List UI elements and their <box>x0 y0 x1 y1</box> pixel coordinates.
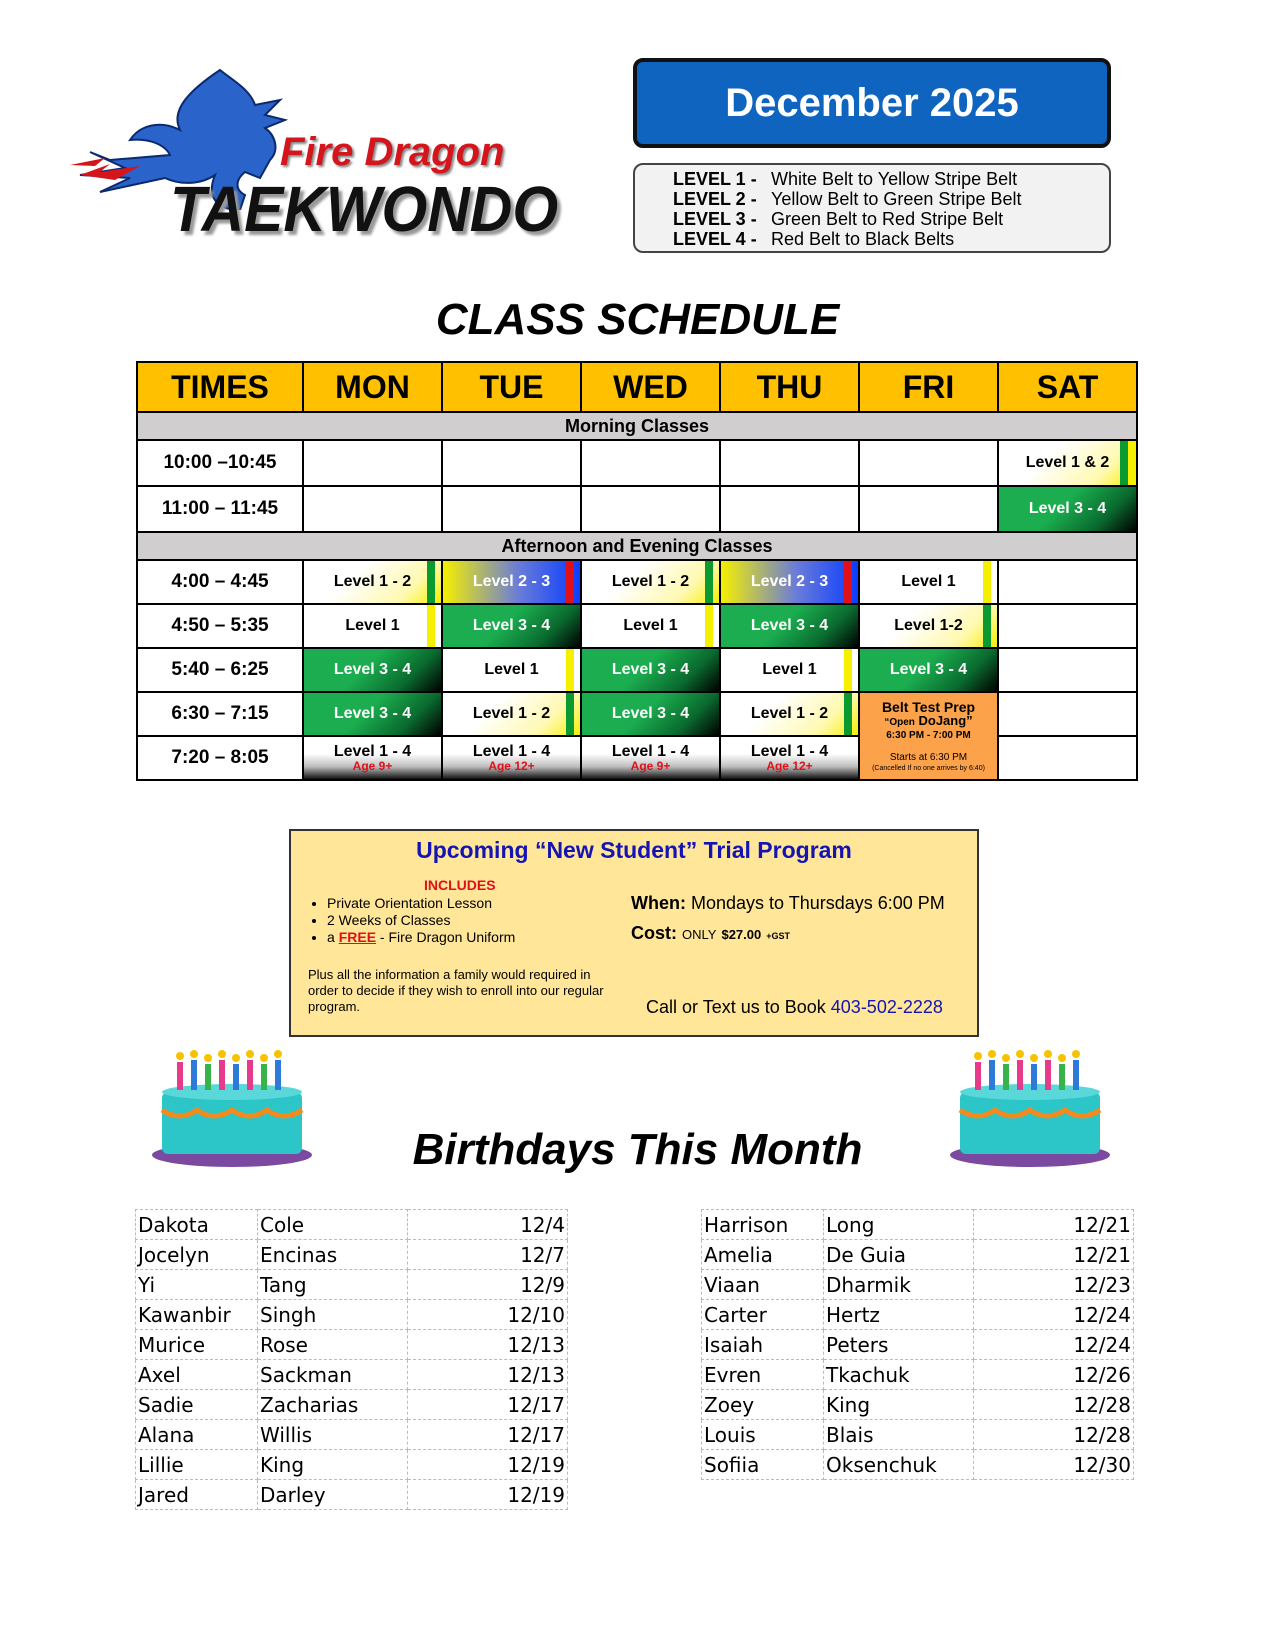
birthday-last: Singh <box>258 1300 408 1330</box>
birthday-date: 12/19 <box>408 1450 568 1480</box>
birthday-first: Axel <box>136 1360 258 1390</box>
class-cell: Level 1-2 <box>859 604 998 648</box>
birthday-date: 12/24 <box>974 1300 1134 1330</box>
birthday-row <box>136 1420 568 1450</box>
belt-test-prep-cell: Belt Test Prep “Open DoJang” 6:30 PM - 7:00 PM Starts at 6:30 PM (Cancelled If no one arrives by 6:40) <box>859 692 998 780</box>
header-mon: MON <box>303 362 442 412</box>
birthday-row <box>702 1300 1134 1330</box>
header-sat: SAT <box>998 362 1137 412</box>
schedule-row <box>137 440 1137 486</box>
birthday-last: Darley <box>258 1480 408 1510</box>
birthday-first: Yi <box>136 1270 258 1300</box>
birthday-last: Cole <box>258 1210 408 1240</box>
class-cell: Level 3 - 4 <box>303 648 442 692</box>
includes-label: INCLUDES <box>424 877 496 893</box>
birthday-first: Murice <box>136 1330 258 1360</box>
schedule-row <box>137 692 1137 736</box>
birthday-date: 12/17 <box>408 1390 568 1420</box>
header-thu: THU <box>720 362 859 412</box>
birthday-row <box>702 1420 1134 1450</box>
logo <box>70 60 559 245</box>
time-cell: 11:00 – 11:45 <box>137 486 303 532</box>
list-item: • a FREE - Fire Dragon Uniform <box>327 929 515 946</box>
header-times: TIMES <box>137 362 303 412</box>
birthday-first: Kawanbir <box>136 1300 258 1330</box>
level-legend <box>633 163 1111 253</box>
birthday-date: 12/24 <box>974 1330 1134 1360</box>
birthday-first: Lillie <box>136 1450 258 1480</box>
class-cell: Level 1 <box>859 560 998 604</box>
birthday-last: Dharmik <box>824 1270 974 1300</box>
class-cell: Level 3 - 4 <box>581 648 720 692</box>
birthday-row <box>136 1300 568 1330</box>
level-row: LEVEL 4 - Red Belt to Black Belts <box>673 229 955 249</box>
birthday-last: Tang <box>258 1270 408 1300</box>
birthday-row <box>702 1330 1134 1360</box>
class-cell: Level 1 <box>442 648 581 692</box>
birthday-first: Jocelyn <box>136 1240 258 1270</box>
birthday-last: Hertz <box>824 1300 974 1330</box>
class-cell: Level 3 - 4 <box>998 486 1137 532</box>
birthday-first: Harrison <box>702 1210 824 1240</box>
birthday-row <box>702 1270 1134 1300</box>
class-cell: Level 3 - 4 <box>720 604 859 648</box>
birthday-last: Peters <box>824 1330 974 1360</box>
birthday-row <box>702 1360 1134 1390</box>
birthday-row <box>136 1480 568 1510</box>
birthday-row <box>136 1330 568 1360</box>
morning-classes-label: Morning Classes <box>137 412 1137 440</box>
birthday-row <box>136 1390 568 1420</box>
class-cell: Level 3 - 4 <box>303 692 442 736</box>
birthday-last: Oksenchuk <box>824 1450 974 1480</box>
birthday-date: 12/9 <box>408 1270 568 1300</box>
birthday-row <box>136 1240 568 1270</box>
class-cell: Level 1 <box>581 604 720 648</box>
trial-cost: Cost: ONLY $27.00 +GST <box>631 923 791 943</box>
schedule-row <box>137 604 1137 648</box>
schedule-title: CLASS SCHEDULE <box>435 295 840 344</box>
birthdays-title: Birthdays This Month <box>412 1125 863 1174</box>
birthday-date: 12/13 <box>408 1360 568 1390</box>
birthday-first: Alana <box>136 1420 258 1450</box>
class-cell: Level 1 - 2 <box>581 560 720 604</box>
class-cell: Level 1 - 4 Age 9+ <box>303 736 442 780</box>
time-cell: 7:20 – 8:05 <box>137 736 303 780</box>
class-cell: Level 1 - 2 <box>720 692 859 736</box>
trial-call: Call or Text us to Book 403-502-2228 <box>646 997 943 1017</box>
time-cell: 6:30 – 7:15 <box>137 692 303 736</box>
class-cell: Level 3 - 4 <box>442 604 581 648</box>
birthday-date: 12/28 <box>974 1390 1134 1420</box>
level-row: LEVEL 1 - White Belt to Yellow Stripe Belt <box>673 169 1018 189</box>
trial-when: When: Mondays to Thursdays 6:00 PM <box>631 893 945 913</box>
header-wed: WED <box>581 362 720 412</box>
birthday-first: Amelia <box>702 1240 824 1270</box>
birthday-date: 12/23 <box>974 1270 1134 1300</box>
class-cell: Level 1 - 2 <box>442 692 581 736</box>
birthday-last: Zacharias <box>258 1390 408 1420</box>
birthday-first: Jared <box>136 1480 258 1510</box>
birthday-last: Encinas <box>258 1240 408 1270</box>
birthday-date: 12/26 <box>974 1360 1134 1390</box>
birthday-date: 12/19 <box>408 1480 568 1510</box>
birthday-date: 12/17 <box>408 1420 568 1450</box>
birthday-first: Isaiah <box>702 1330 824 1360</box>
trial-description: Plus all the information a family would required in order to decide if they wish to enroll into our regular program. <box>308 967 604 1014</box>
birthday-last: King <box>824 1390 974 1420</box>
class-cell: Level 1 - 4 Age 9+ <box>581 736 720 780</box>
logo-taekwondo: TAEKWONDO <box>170 173 559 245</box>
birthday-first: Viaan <box>702 1270 824 1300</box>
birthday-date: 12/13 <box>408 1330 568 1360</box>
birthday-row <box>702 1450 1134 1480</box>
schedule-row <box>137 560 1137 604</box>
birthday-row <box>136 1450 568 1480</box>
birthday-row <box>136 1210 568 1240</box>
birthday-date: 12/10 <box>408 1300 568 1330</box>
schedule-row <box>137 648 1137 692</box>
class-cell: Level 3 - 4 <box>581 692 720 736</box>
birthday-first: Sofiia <box>702 1450 824 1480</box>
list-item: • Private Orientation Lesson <box>327 895 515 912</box>
class-cell: Level 3 - 4 <box>859 648 998 692</box>
birthday-last: King <box>258 1450 408 1480</box>
birthday-row <box>702 1390 1134 1420</box>
birthday-first: Zoey <box>702 1390 824 1420</box>
class-cell: Level 2 - 3 <box>720 560 859 604</box>
trial-title: Upcoming “New Student” Trial Program <box>416 837 852 863</box>
header-fri: FRI <box>859 362 998 412</box>
birthday-last: Long <box>824 1210 974 1240</box>
time-cell: 4:50 – 5:35 <box>137 604 303 648</box>
birthday-table-left <box>135 1209 568 1510</box>
class-cell: Level 1 - 2 <box>303 560 442 604</box>
list-item: • 2 Weeks of Classes <box>327 912 515 929</box>
birthday-last: Tkachuk <box>824 1360 974 1390</box>
birthday-first: Sadie <box>136 1390 258 1420</box>
birthday-last: Willis <box>258 1420 408 1450</box>
level-row: LEVEL 2 - Yellow Belt to Green Stripe Belt <box>673 189 1022 209</box>
birthday-first: Louis <box>702 1420 824 1450</box>
birthday-date: 12/28 <box>974 1420 1134 1450</box>
birthday-row <box>702 1210 1134 1240</box>
birthday-date: 12/30 <box>974 1450 1134 1480</box>
birthday-last: Rose <box>258 1330 408 1360</box>
birthday-first: Carter <box>702 1300 824 1330</box>
birthday-table-right <box>701 1209 1134 1480</box>
schedule-row <box>137 486 1137 532</box>
includes-list <box>311 895 515 946</box>
schedule-header-row <box>137 362 1137 412</box>
birthday-row <box>136 1360 568 1390</box>
time-cell: 5:40 – 6:25 <box>137 648 303 692</box>
class-cell: Level 1 & 2 <box>998 440 1137 486</box>
birthday-first: Evren <box>702 1360 824 1390</box>
time-cell: 10:00 –10:45 <box>137 440 303 486</box>
birthday-last: Sackman <box>258 1360 408 1390</box>
birthday-date: 12/4 <box>408 1210 568 1240</box>
birthday-date: 12/21 <box>974 1210 1134 1240</box>
level-row: LEVEL 3 - Green Belt to Red Stripe Belt <box>673 209 1004 229</box>
class-cell: Level 2 - 3 <box>442 560 581 604</box>
logo-fire-dragon: Fire Dragon <box>280 130 505 174</box>
afternoon-classes-label: Afternoon and Evening Classes <box>137 532 1137 560</box>
header-tue: TUE <box>442 362 581 412</box>
birthday-row <box>136 1270 568 1300</box>
birthday-date: 12/21 <box>974 1240 1134 1270</box>
birthday-last: De Guia <box>824 1240 974 1270</box>
class-cell: Level 1 <box>720 648 859 692</box>
class-cell: Level 1 - 4 Age 12+ <box>442 736 581 780</box>
time-cell: 4:00 – 4:45 <box>137 560 303 604</box>
class-cell: Level 1 - 4 Age 12+ <box>720 736 859 780</box>
schedule-table <box>136 361 1138 781</box>
birthday-row <box>702 1240 1134 1270</box>
month-banner: December 2025 <box>633 58 1111 148</box>
birthday-last: Blais <box>824 1420 974 1450</box>
trial-program-box <box>289 829 979 1037</box>
birthday-date: 12/7 <box>408 1240 568 1270</box>
phone-number[interactable]: 403-502-2228 <box>830 997 943 1017</box>
class-cell: Level 1 <box>303 604 442 648</box>
birthday-first: Dakota <box>136 1210 258 1240</box>
